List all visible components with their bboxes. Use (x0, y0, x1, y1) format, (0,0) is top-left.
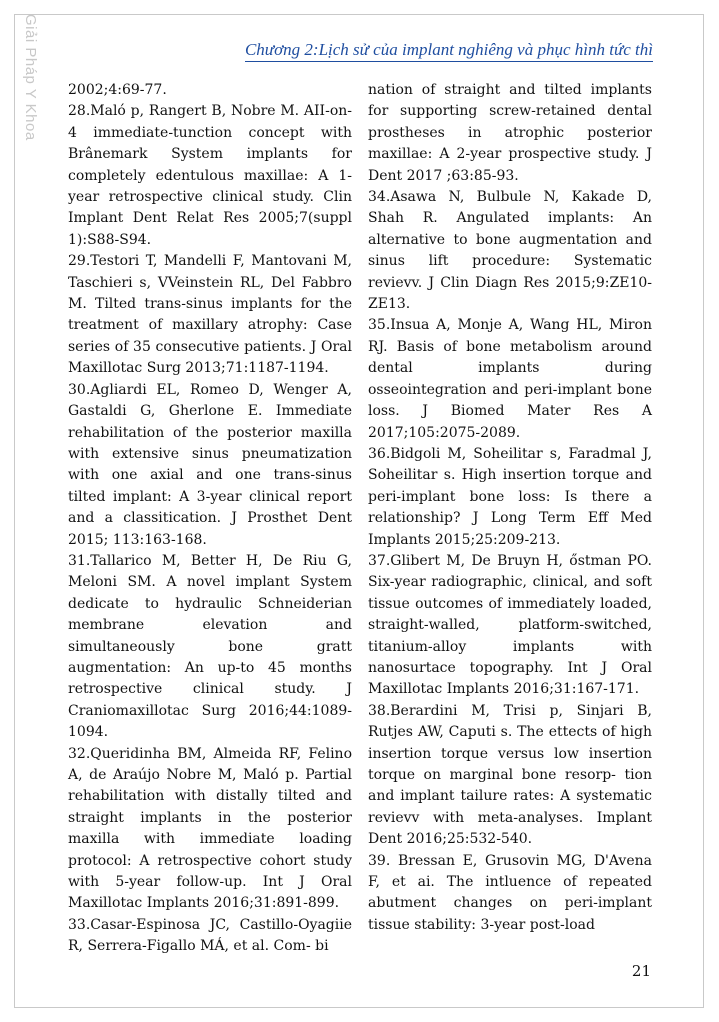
reference-entry: 31.Tallarico M, Better H, De Riu G, Meloni SM. A novel implant System dedicate to hydraulic Schneiderian membrane elevation and simultaneously bone gratt augmentation: An up-to 45 months retrospective clinical study. J Craniomaxillotac Surg 2016;44:1089-1094. (68, 552, 352, 741)
book-title-text: Giải Pháp Y Khoa (22, 14, 39, 141)
reference-entry: 35.Insua A, Monje A, Wang HL, Miron RJ. Basis of bone metabolism around dental implants during osseointegration and peri-implant bone loss. J Biomed Mater Res A 2017;105:2075-2089. (368, 317, 652, 441)
references-column-right (368, 80, 652, 936)
chapter-header: Chương 2:Lịch sử của implant nghiêng và phục hình tức thì (245, 40, 653, 62)
reference-entry: 36.Bidgoli M, Soheilitar s, Faradmal J, Soheilitar s. High insertion torque and peri-implant bone loss: Is there a relationship? J Long Term Eff Med Implants 2015;25:209-213. (368, 445, 652, 548)
book-title-vertical (22, 14, 40, 144)
page-number: 21 (631, 962, 651, 980)
reference-entry: 29.Testori T, Mandelli F, Mantovani M, Taschieri s, VVeinstein RL, Del Fabbro M. Tilted trans-sinus implants for the treatment of maxillary atrophy: Case series of 35 consecutive patients. J Oral Maxillotac Surg 2013;71:1187-1194. (68, 253, 352, 377)
references-column-left (68, 80, 352, 958)
reference-entry: 39. Bressan E, Grusovin MG, D'Avena F, et ai. The intluence of repeated abutment changes on peri-implant tissue stability: 3-year post-load (368, 852, 652, 933)
reference-entry: 37.Glibert M, De Bruyn H, őstman PO. Six-year radiographic, clinical, and soft tissue outcomes of immediately loaded, straight-walled, platform-switched, titanium-alloy implants with nanosurtace topography. Int J Oral Maxillotac Implants 2016;31:167-171. (368, 552, 652, 698)
reference-entry: 34.Asawa N, Bulbule N, Kakade D, Shah R. Angulated implants: An alternative to bone augmentation and sinus lift procedure: Systematic revievv. J Clin Diagn Res 2015;9:ZE10-ZE13. (368, 189, 652, 313)
reference-entry: 32.Queridinha BM, Almeida RF, Felino A, de Araújo Nobre M, Maló p. Partial rehabilitation with distally tilted and straight implants in the posterior maxilla with immediate loading protocol: A retrospective cohort study with 5-year follow-up. Int J Oral Maxillotac Implants 2016;31:891-899. (68, 745, 352, 912)
reference-entry: 2002;4:69-77. (68, 82, 167, 98)
reference-entry: nation of straight and tilted implants for supporting screw-retained dental prostheses in atrophic posterior maxillae: A 2-year prospective study. J Dent 2017 ;63:85-93. (368, 82, 652, 184)
reference-entry: 33.Casar-Espinosa JC, Castillo-Oyagiie R, Serrera-Figallo MÁ, et al. Com- bi (68, 916, 352, 955)
reference-entry: 28.Maló p, Rangert B, Nobre M. AII-on-4 immediate-tunction concept with Brânemark System implants for completely edentulous maxillae: A 1-year retrospective clinical study. Clin Implant Dent Relat Res 2005;7(suppl 1):S88-S94. (68, 103, 352, 248)
reference-entry: 30.Agliardi EL, Romeo D, Wenger A, Gastaldi G, Gherlone E. Immediate rehabilitation of the posterior maxilla with extensive sinus pneumatization with one axial and one trans-sinus tilted implant: A 3-year clinical report and a classitication. J Prosthet Dent 2015; 113:163-168. (68, 381, 352, 548)
reference-entry: 38.Berardini M, Trisi p, Sinjari B, Rutjes AW, Caputi s. The ettects of high insertion torque versus low insertion torque on marginal bone resorp- tion and implant tailure rates: A systematic revievv with meta-analyses. Implant Dent 2016;25:532-540. (368, 702, 652, 848)
